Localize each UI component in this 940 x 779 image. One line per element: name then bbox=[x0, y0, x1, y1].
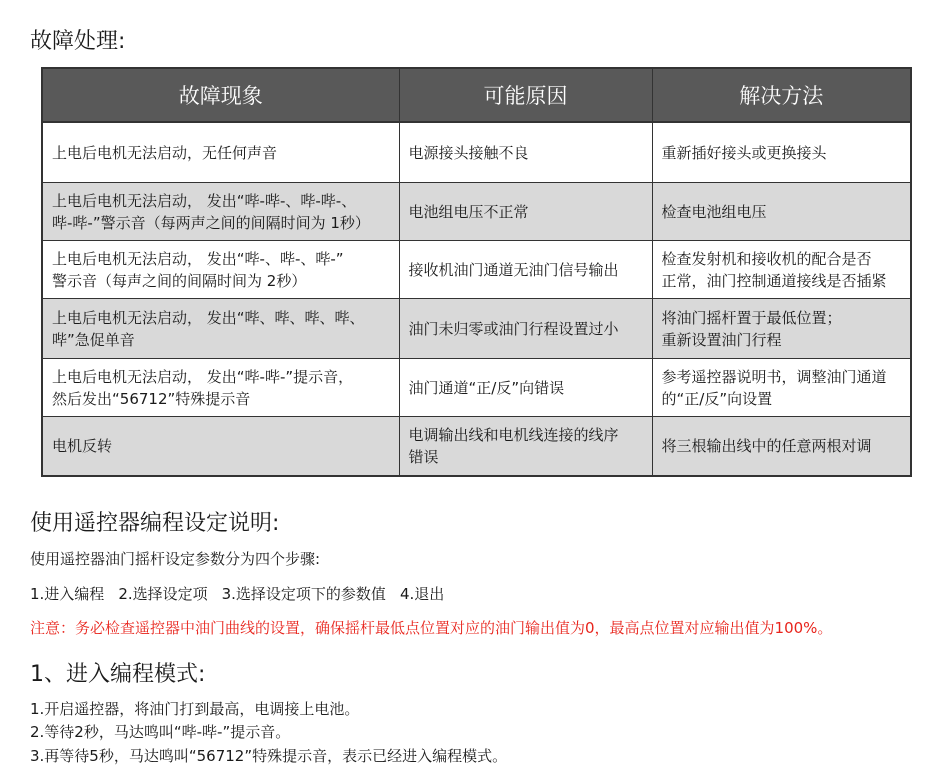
fault-section-title: 故障处理: bbox=[30, 29, 126, 54]
solution-cell bbox=[652, 359, 911, 417]
table-header-row bbox=[42, 68, 911, 122]
programming-steps bbox=[30, 583, 458, 604]
header-symptom: 故障现象 bbox=[42, 68, 399, 122]
programming-section-title: 使用遥控器编程设定说明: bbox=[30, 511, 280, 536]
cell-text: 将油门摇杆置于最低位置； bbox=[661, 308, 842, 327]
enter-programming-title: 1、进入编程模式: bbox=[30, 662, 206, 687]
cell-text: 上电后电机无法启动，无任何声音 bbox=[52, 143, 278, 162]
cell-text: 错误 bbox=[408, 448, 439, 466]
symptom-cell bbox=[42, 359, 399, 417]
cause-cell bbox=[399, 241, 652, 299]
cause-cell bbox=[399, 417, 652, 477]
fault-table bbox=[41, 67, 912, 477]
table-row bbox=[42, 241, 911, 299]
cell-text: 电源接头接触不良 bbox=[408, 143, 529, 162]
header-solution: 解决方法 bbox=[652, 68, 911, 122]
table-row bbox=[42, 122, 911, 183]
cell-text: 上电后电机无法启动， 发出“哔-、哔-、哔-” bbox=[52, 249, 344, 268]
table-row bbox=[42, 183, 911, 241]
cause-cell bbox=[399, 299, 652, 359]
cell-text: 重新设置油门行程 bbox=[661, 330, 782, 349]
cell-text: 油门通道“正/反”向错误 bbox=[408, 378, 565, 397]
symptom-cell bbox=[42, 241, 399, 299]
cell-text: 检查发射机和接收机的配合是否 bbox=[661, 249, 872, 268]
step-item: 3.选择设定项下的参数值 bbox=[221, 585, 386, 603]
instruction-line: 1.开启遥控器，将油门打到最高，电调接上电池。 bbox=[30, 700, 360, 718]
cell-text: 正常，油门控制通道接线是否插紧 bbox=[661, 271, 887, 290]
instruction-line: 3.再等待5秒，马达鸣叫“56712”特殊提示音，表示已经进入编程模式。 bbox=[30, 747, 508, 765]
cause-cell bbox=[399, 122, 652, 183]
solution-cell bbox=[652, 299, 911, 359]
cell-text: 上电后电机无法启动， 发出“哔、哔、哔、哔、 bbox=[52, 308, 365, 327]
solution-cell bbox=[652, 122, 911, 183]
cell-text: 上电后电机无法启动， 发出“哔-哔-、哔-哔-、 bbox=[52, 191, 357, 210]
solution-cell bbox=[652, 241, 911, 299]
cell-text: 油门未归零或油门行程设置过小 bbox=[408, 319, 619, 338]
cell-text: 的“正/反”向设置 bbox=[661, 389, 773, 408]
step-item: 2.选择设定项 bbox=[118, 585, 208, 603]
programming-intro: 使用遥控器油门摇杆设定参数分为四个步骤: bbox=[30, 550, 321, 568]
cell-text: 电调输出线和电机线连接的线序 bbox=[408, 426, 619, 444]
step-item: 1.进入编程 bbox=[30, 585, 105, 603]
symptom-cell bbox=[42, 417, 399, 477]
symptom-cell bbox=[42, 122, 399, 183]
cell-text: 将三根输出线中的任意两根对调 bbox=[661, 437, 872, 455]
symptom-cell bbox=[42, 299, 399, 359]
cell-text: 参考遥控器说明书，调整油门通道 bbox=[661, 367, 887, 386]
cell-text: 哔”急促单音 bbox=[52, 330, 135, 349]
cause-cell bbox=[399, 183, 652, 241]
header-cause: 可能原因 bbox=[399, 68, 652, 122]
warning-note: 注意：务必检查遥控器中油门曲线的设置，确保摇杆最低点位置对应的油门输出值为0，最高点位置对应输出值为100%。 bbox=[30, 619, 833, 637]
instruction-line: 2.等待2秒，马达鸣叫“哔-哔-”提示音。 bbox=[30, 723, 291, 741]
cell-text: 电池组电压不正常 bbox=[408, 202, 529, 221]
cause-cell bbox=[399, 359, 652, 417]
step-item: 4.退出 bbox=[399, 585, 445, 603]
cell-text: 然后发出“56712”特殊提示音 bbox=[52, 389, 251, 408]
solution-cell bbox=[652, 417, 911, 477]
table-row bbox=[42, 299, 911, 359]
cell-text: 重新插好接头或更换接头 bbox=[661, 143, 827, 162]
table-row bbox=[42, 417, 911, 477]
table-row bbox=[42, 359, 911, 417]
symptom-cell bbox=[42, 183, 399, 241]
cell-text: 上电后电机无法启动， 发出“哔-哔-”提示音， bbox=[52, 367, 354, 386]
solution-cell bbox=[652, 183, 911, 241]
cell-text: 接收机油门通道无油门信号输出 bbox=[408, 260, 619, 279]
cell-text: 哔-哔-”警示音（每两声之间的间隔时间为 1秒） bbox=[52, 213, 370, 232]
cell-text: 电机反转 bbox=[52, 437, 113, 455]
cell-text: 检查电池组电压 bbox=[661, 202, 767, 221]
cell-text: 警示音（每声之间的间隔时间为 2秒） bbox=[52, 271, 307, 290]
